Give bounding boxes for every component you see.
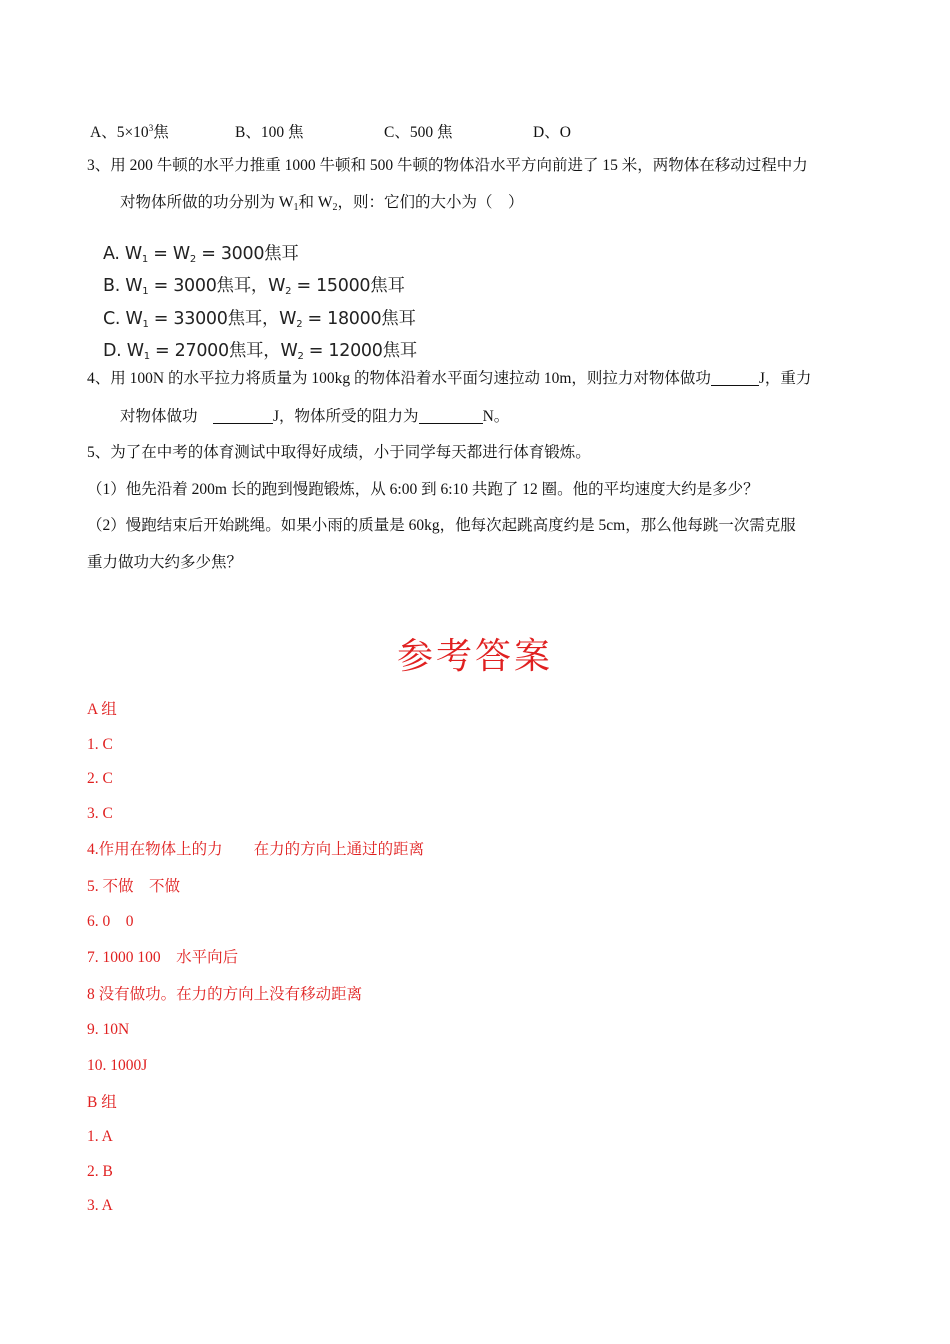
answer-item: 4.作用在物体上的力 在力的方向上通过的距离 — [87, 841, 425, 858]
q2-option-a: A、$5\times 10^3$焦 — [90, 123, 169, 141]
q5-line-3: （2）慢跑结束后开始跳绳。如果小雨的质量是 60kg，他每次起跳高度约是 5cm，那么他每跳一次需克服 — [87, 517, 796, 534]
answer-item: 3. C — [87, 805, 113, 822]
q2-option-b: B、100 焦 — [235, 124, 304, 141]
answer-item: 1. A — [87, 1128, 113, 1145]
answer-item: 9. 10N — [87, 1021, 130, 1038]
q3-choice-c: C. $W_1 = 33000$焦耳，$W_2 = 18000$焦耳 — [103, 309, 416, 330]
q5-line-1: 5、为了在中考的体育测试中取得好成绩，小于同学每天都进行体育锻炼。 — [87, 444, 591, 461]
answer-item: 1. C — [87, 736, 113, 753]
q4-line-1: 4、用 100N 的水平拉力将质量为 100kg 的物体沿着水平面匀速拉动 10m，则拉力对物体做功 J，重力 — [87, 370, 812, 387]
answer-item: 3. A — [87, 1197, 113, 1214]
answer-item: 7. 1000 100 水平向后 — [87, 949, 239, 966]
q3-line-1: 3、用 200 牛顿的水平力推重 1000 牛顿和 500 牛顿的物体沿水平方向前进了 15 米，两物体在移动过程中力 — [87, 157, 808, 174]
q3-line-2: 对物体所做的功分别为 $W_1$和 $W_2$，则：它们的大小为（ ） — [120, 194, 524, 213]
q2-option-d: D、O — [533, 124, 571, 141]
q4-blank-work — [711, 369, 759, 386]
q3-choice-b: B. $W_1 = 3000$焦耳，$W_2 = 15000$焦耳 — [103, 276, 405, 297]
answer-item: 2. C — [87, 770, 113, 787]
answer-item: 8 没有做功。在力的方向上没有移动距离 — [87, 986, 363, 1003]
q2-option-c: C、500 焦 — [384, 124, 453, 141]
answer-item: 6. 0 0 — [87, 913, 134, 930]
q4-blank-gravity-work — [213, 407, 273, 424]
q5-line-4: 重力做功大约多少焦？ — [87, 554, 243, 571]
q4-line-2: 对物体做功 J，物体所受的阻力为 N。 — [120, 408, 510, 425]
q3-choice-d: D. $W_1 = 27000$焦耳，$W_2 = 12000$焦耳 — [103, 341, 417, 362]
q3-choice-a: A. $W_1 = W_2 = 3000$焦耳 — [103, 244, 299, 265]
answers-title: 参考答案 — [396, 636, 553, 677]
q5-line-2: （1）他先沿着 200m 长的跑到慢跑锻炼，从 6:00 到 6:10 共跑了 12 圈。他的平均速度大约是多少？ — [87, 481, 759, 498]
answer-item: 10. 1000J — [87, 1057, 148, 1074]
answer-item: A 组 — [87, 701, 117, 718]
answer-item: B 组 — [87, 1094, 117, 1111]
answer-item: 5. 不做 不做 — [87, 878, 181, 895]
answer-item: 2. B — [87, 1163, 113, 1180]
q4-blank-resistance — [419, 407, 483, 424]
